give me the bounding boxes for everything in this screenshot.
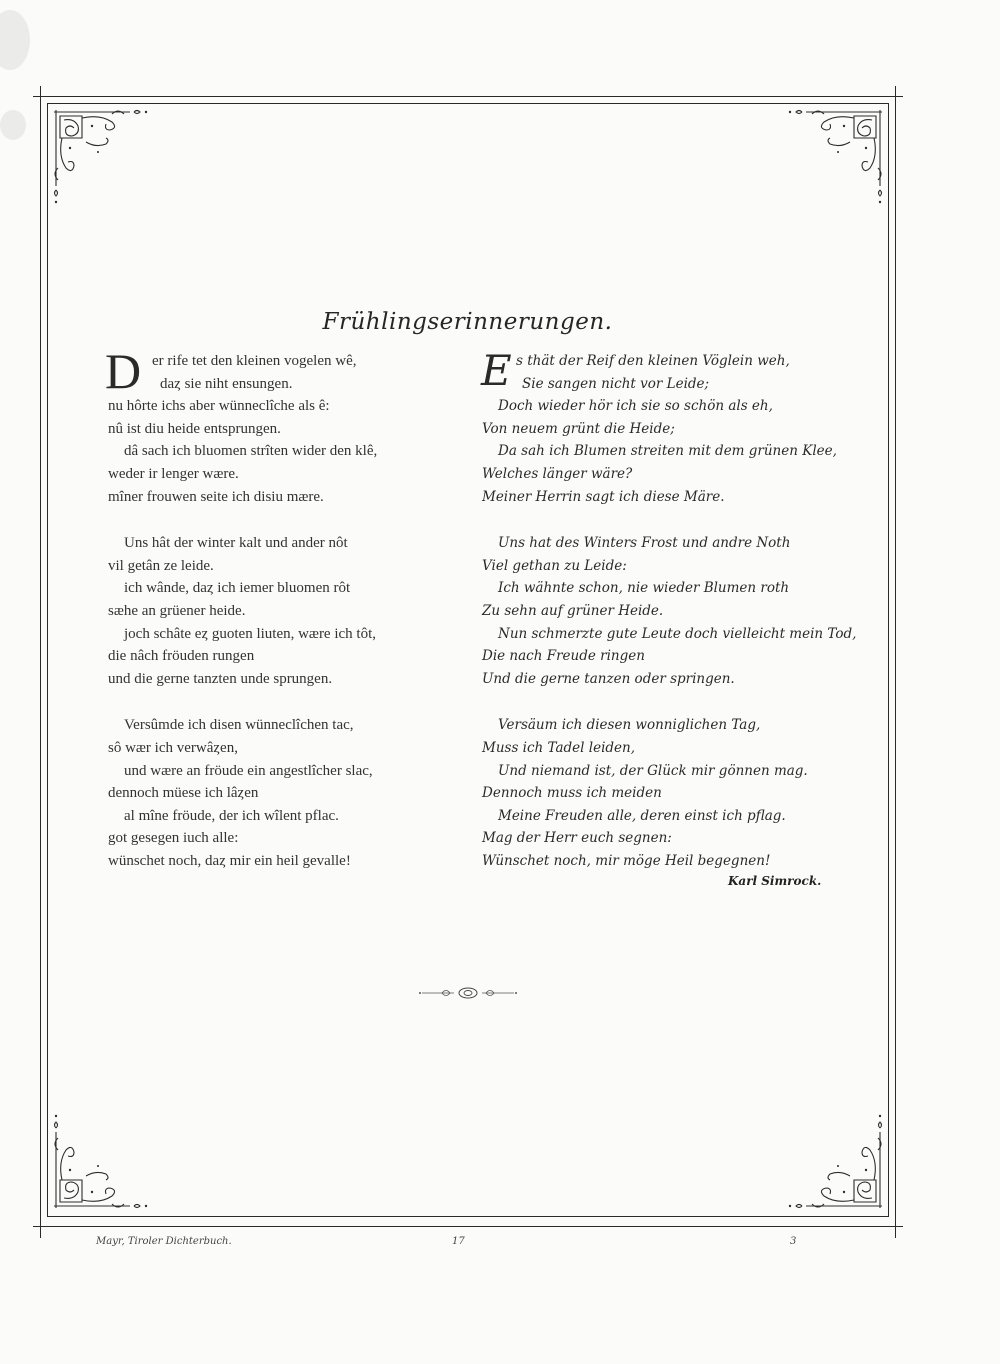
paper-smudge: [0, 110, 26, 140]
verse-line: Versûmde ich disen wünneclîchen tac,: [124, 717, 354, 734]
stanza: [482, 532, 857, 690]
outer-rule-left: [40, 86, 41, 1238]
verse-line: Welches länger wäre?: [482, 465, 633, 482]
verse-line: got gesegen iuch alle:: [108, 830, 239, 847]
verse-line: ich wânde, daȥ ich iemer bluomen rôt: [124, 580, 351, 597]
stanza: [108, 714, 448, 872]
verse-line: Von neuem grünt die Heide;: [482, 420, 675, 437]
outer-rule-right: [895, 86, 896, 1238]
verse-line: Sie sangen nicht vor Leide;: [522, 375, 710, 392]
verse-line: nu hôrte ichs aber wünneclîche als ê:: [108, 398, 330, 415]
verse-line: mîner frouwen seite ich disiu mære.: [108, 488, 324, 505]
verse-line: Wünschet noch, mir möge Heil begegnen!: [482, 852, 771, 869]
verse-line: daȥ sie niht ensungen.: [160, 375, 293, 392]
corner-ornament-bottom-right: [776, 1102, 886, 1212]
stanza: [108, 532, 448, 690]
verse-line: er rife tet den kleinen vogelen wê,: [152, 353, 357, 369]
verse-line: vil getân ze leide.: [108, 557, 214, 574]
verse-line: Und die gerne tanzen oder springen.: [482, 670, 735, 687]
drop-cap: D: [105, 343, 142, 399]
footer-book-title: Mayr, Tiroler Dichterbuch.: [96, 1236, 232, 1247]
corner-ornament-bottom-left: [50, 1102, 160, 1212]
verse-line: Dennoch muss ich meiden: [482, 785, 662, 802]
verse-line: die nâch fröuden rungen: [108, 648, 255, 665]
outer-rule-bottom: [33, 1226, 903, 1227]
verse-line: dâ sach ich bluomen strîten wider den klê,: [124, 443, 378, 460]
poem-title: Frühlingserinnerungen.: [322, 309, 613, 335]
verse-line: wünschet noch, daȥ mir ein heil gevalle!: [108, 852, 351, 869]
drop-cap: E: [481, 346, 512, 395]
verse-line: joch schâte eȥ guoten liuten, wære ich tôt,: [124, 625, 377, 642]
verse-line: sô wær ich verwâȥen,: [108, 739, 238, 756]
stanza: [482, 350, 842, 508]
stanza: [482, 714, 842, 872]
stanza: [108, 350, 448, 508]
verse-line: Muss ich Tadel leiden,: [482, 739, 636, 756]
verse-line: und wære an fröude ein angestlîcher slac,: [124, 762, 373, 779]
divider-ornament: [418, 986, 518, 1000]
corner-ornament-top-right: [776, 106, 886, 216]
verse-line: sæhe an grüener heide.: [108, 602, 246, 619]
verse-line: Da sah ich Blumen streiten mit dem grünen Klee,: [498, 443, 837, 460]
verse-line: Nun schmerzte gute Leute doch vielleicht mein Tod,: [498, 625, 857, 642]
verse-line: Viel gethan zu Leide:: [482, 557, 627, 574]
modern-german-column: [481, 346, 857, 896]
outer-rule-top: [33, 96, 903, 97]
verse-line: dennoch müese ich lâȥen: [108, 785, 259, 802]
verse-line: Versäum ich diesen wonniglichen Tag,: [498, 717, 761, 734]
verse-line: Ich wähnte schon, nie wieder Blumen roth: [498, 580, 790, 597]
footer-page-number: 3: [790, 1236, 797, 1247]
author-signature: Karl Simrock.: [728, 874, 822, 888]
verse-line: Mag der Herr euch segnen:: [482, 830, 672, 847]
verse-line: Doch wieder hör ich sie so schön als eh,: [498, 398, 773, 415]
verse-line: nû ist diu heide entsprungen.: [108, 420, 281, 437]
verse-line: Uns hat des Winters Frost und andre Noth: [498, 535, 791, 552]
verse-line: und die gerne tanzten unde sprungen.: [108, 670, 333, 687]
footer-signature-mark: 17: [452, 1236, 465, 1247]
verse-line: weder ir lenger wære.: [108, 465, 239, 482]
middle-high-german-column: [105, 343, 448, 896]
verse-line: Meiner Herrin sagt ich diese Märe.: [482, 488, 725, 505]
verse-line: s thät der Reif den kleinen Vöglein weh,: [516, 353, 790, 369]
verse-line: Und niemand ist, der Glück mir gönnen mag.: [498, 762, 808, 779]
corner-ornament-top-left: [50, 106, 160, 216]
verse-line: al mîne fröude, der ich wîlent pflac.: [124, 807, 339, 824]
verse-line: Die nach Freude ringen: [482, 648, 645, 665]
verse-line: Uns hât der winter kalt und ander nôt: [124, 535, 348, 552]
paper-smudge: [0, 10, 30, 70]
verse-line: Meine Freuden alle, deren einst ich pflag.: [498, 807, 786, 824]
verse-line: Zu sehn auf grüner Heide.: [482, 602, 664, 619]
